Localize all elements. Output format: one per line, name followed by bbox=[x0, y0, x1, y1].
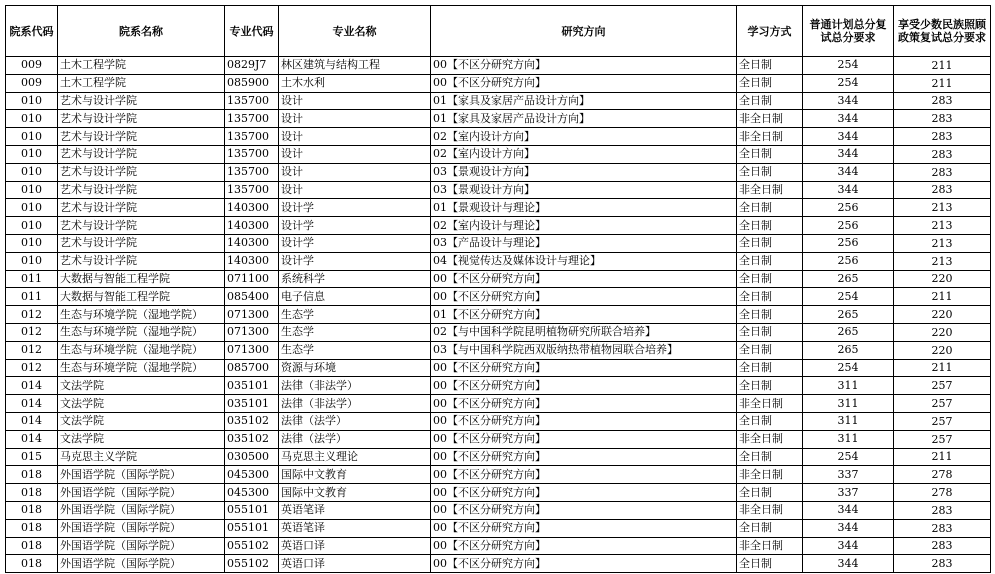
cell-research-direction: 00【不区分研究方向】 bbox=[431, 466, 737, 484]
cell-dept-name: 艺术与设计学院 bbox=[58, 145, 225, 163]
cell-major-name: 英语笔译 bbox=[279, 519, 431, 537]
cell-regular-score: 311 bbox=[803, 395, 894, 413]
col-header-dept-code: 院系代码 bbox=[6, 6, 58, 57]
cell-dept-code: 018 bbox=[6, 519, 58, 537]
cell-dept-name: 外国语学院（国际学院） bbox=[58, 484, 225, 502]
cell-dept-code: 010 bbox=[6, 217, 58, 235]
table-row bbox=[6, 466, 991, 484]
cell-research-direction: 02【室内设计方向】 bbox=[431, 128, 737, 146]
cell-dept-code: 010 bbox=[6, 92, 58, 110]
cell-study-mode: 全日制 bbox=[737, 92, 803, 110]
cell-dept-code: 014 bbox=[6, 412, 58, 430]
cell-study-mode: 非全日制 bbox=[737, 395, 803, 413]
cell-major-name: 设计 bbox=[279, 128, 431, 146]
cell-minority-score: 283 bbox=[894, 501, 991, 519]
table-row bbox=[6, 341, 991, 359]
cell-dept-name: 艺术与设计学院 bbox=[58, 92, 225, 110]
cell-major-code: 045300 bbox=[225, 484, 279, 502]
col-header-study-mode: 学习方式 bbox=[737, 6, 803, 57]
cell-major-code: 085900 bbox=[225, 74, 279, 92]
table-row bbox=[6, 555, 991, 573]
cell-minority-score: 257 bbox=[894, 377, 991, 395]
cell-minority-score: 283 bbox=[894, 92, 991, 110]
cell-research-direction: 00【不区分研究方向】 bbox=[431, 377, 737, 395]
table-row bbox=[6, 430, 991, 448]
cell-research-direction: 01【家具及家居产品设计方向】 bbox=[431, 92, 737, 110]
cell-major-code: 135700 bbox=[225, 110, 279, 128]
cell-major-name: 设计 bbox=[279, 110, 431, 128]
cell-minority-score: 211 bbox=[894, 448, 991, 466]
cell-study-mode: 非全日制 bbox=[737, 430, 803, 448]
cell-major-code: 035102 bbox=[225, 430, 279, 448]
cell-dept-name: 外国语学院（国际学院） bbox=[58, 555, 225, 573]
cell-regular-score: 344 bbox=[803, 145, 894, 163]
cell-minority-score: 283 bbox=[894, 181, 991, 199]
cell-regular-score: 265 bbox=[803, 270, 894, 288]
cell-regular-score: 254 bbox=[803, 448, 894, 466]
cell-research-direction: 00【不区分研究方向】 bbox=[431, 270, 737, 288]
cell-minority-score: 257 bbox=[894, 395, 991, 413]
cell-minority-score: 283 bbox=[894, 110, 991, 128]
cell-dept-code: 009 bbox=[6, 74, 58, 92]
cell-regular-score: 344 bbox=[803, 163, 894, 181]
cell-dept-name: 文法学院 bbox=[58, 430, 225, 448]
cell-regular-score: 344 bbox=[803, 501, 894, 519]
table-row bbox=[6, 288, 991, 306]
cell-regular-score: 344 bbox=[803, 110, 894, 128]
cell-dept-code: 010 bbox=[6, 163, 58, 181]
cell-major-name: 林区建筑与结构工程 bbox=[279, 57, 431, 75]
cell-study-mode: 全日制 bbox=[737, 484, 803, 502]
cell-minority-score: 213 bbox=[894, 234, 991, 252]
header-row bbox=[6, 6, 991, 57]
cell-dept-name: 外国语学院（国际学院） bbox=[58, 466, 225, 484]
table-row bbox=[6, 199, 991, 217]
cell-regular-score: 311 bbox=[803, 412, 894, 430]
admission-score-table bbox=[5, 5, 991, 573]
cell-dept-code: 009 bbox=[6, 57, 58, 75]
cell-study-mode: 全日制 bbox=[737, 341, 803, 359]
col-header-minority-score: 享受少数民族照顾政策复试总分要求 bbox=[894, 6, 991, 57]
cell-major-name: 设计 bbox=[279, 92, 431, 110]
cell-major-code: 085400 bbox=[225, 288, 279, 306]
cell-regular-score: 311 bbox=[803, 430, 894, 448]
cell-major-name: 生态学 bbox=[279, 323, 431, 341]
cell-research-direction: 04【视觉传达及媒体设计与理论】 bbox=[431, 252, 737, 270]
cell-minority-score: 257 bbox=[894, 430, 991, 448]
cell-major-name: 生态学 bbox=[279, 306, 431, 324]
cell-dept-code: 010 bbox=[6, 110, 58, 128]
cell-research-direction: 01【景观设计与理论】 bbox=[431, 199, 737, 217]
cell-major-code: 071300 bbox=[225, 341, 279, 359]
cell-dept-code: 010 bbox=[6, 199, 58, 217]
cell-major-name: 法律（非法学） bbox=[279, 395, 431, 413]
cell-dept-code: 018 bbox=[6, 501, 58, 519]
cell-major-name: 设计 bbox=[279, 163, 431, 181]
cell-study-mode: 全日制 bbox=[737, 270, 803, 288]
cell-major-name: 国际中文教育 bbox=[279, 484, 431, 502]
cell-dept-code: 011 bbox=[6, 288, 58, 306]
cell-major-code: 0829J7 bbox=[225, 57, 279, 75]
cell-study-mode: 全日制 bbox=[737, 74, 803, 92]
cell-major-name: 系统科学 bbox=[279, 270, 431, 288]
cell-major-name: 设计学 bbox=[279, 234, 431, 252]
cell-research-direction: 02【室内设计与理论】 bbox=[431, 217, 737, 235]
cell-major-code: 071300 bbox=[225, 323, 279, 341]
cell-dept-name: 马克思主义学院 bbox=[58, 448, 225, 466]
cell-study-mode: 全日制 bbox=[737, 217, 803, 235]
cell-major-code: 135700 bbox=[225, 92, 279, 110]
cell-dept-name: 艺术与设计学院 bbox=[58, 163, 225, 181]
cell-major-name: 设计 bbox=[279, 145, 431, 163]
cell-study-mode: 全日制 bbox=[737, 288, 803, 306]
cell-major-code: 035102 bbox=[225, 412, 279, 430]
cell-regular-score: 265 bbox=[803, 341, 894, 359]
cell-dept-name: 生态与环境学院（湿地学院） bbox=[58, 306, 225, 324]
cell-major-name: 马克思主义理论 bbox=[279, 448, 431, 466]
cell-major-name: 法律（法学） bbox=[279, 412, 431, 430]
cell-research-direction: 00【不区分研究方向】 bbox=[431, 519, 737, 537]
cell-dept-name: 艺术与设计学院 bbox=[58, 252, 225, 270]
cell-dept-code: 018 bbox=[6, 537, 58, 555]
table-row bbox=[6, 359, 991, 377]
cell-major-name: 法律（法学） bbox=[279, 430, 431, 448]
cell-major-name: 法律（非法学） bbox=[279, 377, 431, 395]
cell-dept-name: 生态与环境学院（湿地学院） bbox=[58, 359, 225, 377]
cell-dept-code: 010 bbox=[6, 145, 58, 163]
table-row bbox=[6, 323, 991, 341]
cell-major-code: 035101 bbox=[225, 395, 279, 413]
cell-regular-score: 254 bbox=[803, 74, 894, 92]
cell-major-code: 055101 bbox=[225, 501, 279, 519]
cell-research-direction: 00【不区分研究方向】 bbox=[431, 288, 737, 306]
cell-major-code: 140300 bbox=[225, 252, 279, 270]
cell-research-direction: 01【不区分研究方向】 bbox=[431, 306, 737, 324]
cell-dept-code: 014 bbox=[6, 395, 58, 413]
cell-major-name: 土木水利 bbox=[279, 74, 431, 92]
cell-major-code: 135700 bbox=[225, 145, 279, 163]
cell-dept-name: 艺术与设计学院 bbox=[58, 217, 225, 235]
cell-regular-score: 256 bbox=[803, 252, 894, 270]
cell-dept-name: 艺术与设计学院 bbox=[58, 181, 225, 199]
cell-dept-code: 018 bbox=[6, 555, 58, 573]
cell-minority-score: 283 bbox=[894, 555, 991, 573]
cell-minority-score: 283 bbox=[894, 519, 991, 537]
cell-minority-score: 220 bbox=[894, 306, 991, 324]
table-row bbox=[6, 110, 991, 128]
cell-dept-name: 外国语学院（国际学院） bbox=[58, 501, 225, 519]
col-header-regular-score: 普通计划总分复试总分要求 bbox=[803, 6, 894, 57]
cell-major-code: 135700 bbox=[225, 181, 279, 199]
cell-major-name: 资源与环境 bbox=[279, 359, 431, 377]
table-row bbox=[6, 484, 991, 502]
cell-research-direction: 00【不区分研究方向】 bbox=[431, 501, 737, 519]
cell-dept-code: 018 bbox=[6, 466, 58, 484]
cell-major-code: 085700 bbox=[225, 359, 279, 377]
cell-major-code: 071300 bbox=[225, 306, 279, 324]
cell-research-direction: 00【不区分研究方向】 bbox=[431, 412, 737, 430]
cell-major-code: 135700 bbox=[225, 163, 279, 181]
cell-minority-score: 220 bbox=[894, 323, 991, 341]
cell-regular-score: 344 bbox=[803, 128, 894, 146]
cell-minority-score: 257 bbox=[894, 412, 991, 430]
cell-study-mode: 全日制 bbox=[737, 199, 803, 217]
table-body bbox=[6, 57, 991, 573]
table-row bbox=[6, 128, 991, 146]
table-row bbox=[6, 234, 991, 252]
cell-major-code: 140300 bbox=[225, 199, 279, 217]
cell-minority-score: 278 bbox=[894, 466, 991, 484]
cell-study-mode: 全日制 bbox=[737, 323, 803, 341]
table-row bbox=[6, 501, 991, 519]
cell-dept-name: 大数据与智能工程学院 bbox=[58, 270, 225, 288]
cell-dept-name: 生态与环境学院（湿地学院） bbox=[58, 323, 225, 341]
cell-regular-score: 256 bbox=[803, 234, 894, 252]
cell-dept-name: 艺术与设计学院 bbox=[58, 199, 225, 217]
cell-major-code: 055102 bbox=[225, 555, 279, 573]
table-row bbox=[6, 163, 991, 181]
cell-regular-score: 256 bbox=[803, 199, 894, 217]
cell-regular-score: 265 bbox=[803, 306, 894, 324]
cell-study-mode: 全日制 bbox=[737, 57, 803, 75]
table-row bbox=[6, 92, 991, 110]
cell-major-name: 英语口译 bbox=[279, 555, 431, 573]
cell-research-direction: 00【不区分研究方向】 bbox=[431, 537, 737, 555]
col-header-dept-name: 院系名称 bbox=[58, 6, 225, 57]
cell-study-mode: 非全日制 bbox=[737, 501, 803, 519]
cell-dept-code: 012 bbox=[6, 323, 58, 341]
cell-study-mode: 全日制 bbox=[737, 412, 803, 430]
cell-dept-code: 012 bbox=[6, 359, 58, 377]
table-row bbox=[6, 395, 991, 413]
cell-major-code: 140300 bbox=[225, 217, 279, 235]
cell-minority-score: 213 bbox=[894, 252, 991, 270]
table-row bbox=[6, 57, 991, 75]
table-row bbox=[6, 412, 991, 430]
cell-dept-name: 土木工程学院 bbox=[58, 57, 225, 75]
cell-major-name: 设计学 bbox=[279, 199, 431, 217]
cell-study-mode: 全日制 bbox=[737, 163, 803, 181]
cell-research-direction: 03【景观设计方向】 bbox=[431, 163, 737, 181]
cell-dept-code: 012 bbox=[6, 306, 58, 324]
cell-major-code: 135700 bbox=[225, 128, 279, 146]
cell-regular-score: 254 bbox=[803, 57, 894, 75]
col-header-major-name: 专业名称 bbox=[279, 6, 431, 57]
cell-dept-code: 011 bbox=[6, 270, 58, 288]
cell-minority-score: 211 bbox=[894, 74, 991, 92]
cell-major-code: 055102 bbox=[225, 537, 279, 555]
cell-major-name: 英语口译 bbox=[279, 537, 431, 555]
cell-study-mode: 非全日制 bbox=[737, 466, 803, 484]
table-row bbox=[6, 519, 991, 537]
cell-dept-name: 文法学院 bbox=[58, 412, 225, 430]
cell-minority-score: 283 bbox=[894, 128, 991, 146]
cell-dept-code: 010 bbox=[6, 252, 58, 270]
cell-major-code: 045300 bbox=[225, 466, 279, 484]
cell-study-mode: 全日制 bbox=[737, 306, 803, 324]
table-row bbox=[6, 306, 991, 324]
cell-regular-score: 254 bbox=[803, 288, 894, 306]
cell-research-direction: 00【不区分研究方向】 bbox=[431, 395, 737, 413]
cell-major-name: 生态学 bbox=[279, 341, 431, 359]
cell-dept-code: 018 bbox=[6, 484, 58, 502]
cell-regular-score: 337 bbox=[803, 466, 894, 484]
cell-study-mode: 全日制 bbox=[737, 377, 803, 395]
cell-major-name: 设计学 bbox=[279, 217, 431, 235]
table-row bbox=[6, 74, 991, 92]
cell-minority-score: 283 bbox=[894, 163, 991, 181]
table-row bbox=[6, 448, 991, 466]
cell-study-mode: 全日制 bbox=[737, 519, 803, 537]
cell-minority-score: 220 bbox=[894, 270, 991, 288]
table-row bbox=[6, 252, 991, 270]
cell-research-direction: 00【不区分研究方向】 bbox=[431, 359, 737, 377]
cell-dept-name: 土木工程学院 bbox=[58, 74, 225, 92]
cell-major-code: 035101 bbox=[225, 377, 279, 395]
cell-study-mode: 非全日制 bbox=[737, 128, 803, 146]
cell-dept-name: 外国语学院（国际学院） bbox=[58, 537, 225, 555]
cell-dept-code: 010 bbox=[6, 181, 58, 199]
cell-dept-name: 生态与环境学院（湿地学院） bbox=[58, 341, 225, 359]
cell-research-direction: 01【家具及家居产品设计方向】 bbox=[431, 110, 737, 128]
cell-minority-score: 213 bbox=[894, 217, 991, 235]
cell-major-code: 030500 bbox=[225, 448, 279, 466]
col-header-research-direction: 研究方向 bbox=[431, 6, 737, 57]
cell-minority-score: 213 bbox=[894, 199, 991, 217]
table-row bbox=[6, 181, 991, 199]
cell-research-direction: 02【与中国科学院昆明植物研究所联合培养】 bbox=[431, 323, 737, 341]
cell-major-name: 英语笔译 bbox=[279, 501, 431, 519]
cell-regular-score: 344 bbox=[803, 519, 894, 537]
cell-minority-score: 211 bbox=[894, 288, 991, 306]
cell-major-name: 国际中文教育 bbox=[279, 466, 431, 484]
table-row bbox=[6, 377, 991, 395]
col-header-major-code: 专业代码 bbox=[225, 6, 279, 57]
cell-dept-name: 文法学院 bbox=[58, 395, 225, 413]
cell-minority-score: 283 bbox=[894, 537, 991, 555]
table-row bbox=[6, 145, 991, 163]
cell-minority-score: 220 bbox=[894, 341, 991, 359]
cell-minority-score: 278 bbox=[894, 484, 991, 502]
cell-major-name: 设计 bbox=[279, 181, 431, 199]
cell-research-direction: 00【不区分研究方向】 bbox=[431, 57, 737, 75]
cell-dept-code: 012 bbox=[6, 341, 58, 359]
cell-dept-name: 文法学院 bbox=[58, 377, 225, 395]
cell-study-mode: 全日制 bbox=[737, 145, 803, 163]
cell-research-direction: 00【不区分研究方向】 bbox=[431, 555, 737, 573]
cell-regular-score: 344 bbox=[803, 555, 894, 573]
cell-regular-score: 344 bbox=[803, 181, 894, 199]
cell-research-direction: 03【产品设计与理论】 bbox=[431, 234, 737, 252]
table-row bbox=[6, 217, 991, 235]
cell-minority-score: 211 bbox=[894, 57, 991, 75]
cell-regular-score: 254 bbox=[803, 359, 894, 377]
cell-minority-score: 211 bbox=[894, 359, 991, 377]
cell-major-code: 055101 bbox=[225, 519, 279, 537]
table-row bbox=[6, 537, 991, 555]
cell-regular-score: 256 bbox=[803, 217, 894, 235]
cell-dept-code: 010 bbox=[6, 234, 58, 252]
cell-dept-name: 艺术与设计学院 bbox=[58, 234, 225, 252]
cell-regular-score: 265 bbox=[803, 323, 894, 341]
cell-dept-name: 大数据与智能工程学院 bbox=[58, 288, 225, 306]
cell-dept-name: 艺术与设计学院 bbox=[58, 128, 225, 146]
cell-dept-code: 015 bbox=[6, 448, 58, 466]
cell-study-mode: 非全日制 bbox=[737, 537, 803, 555]
cell-dept-code: 014 bbox=[6, 377, 58, 395]
cell-regular-score: 337 bbox=[803, 484, 894, 502]
cell-dept-code: 010 bbox=[6, 128, 58, 146]
cell-dept-name: 艺术与设计学院 bbox=[58, 110, 225, 128]
cell-major-code: 140300 bbox=[225, 234, 279, 252]
cell-major-name: 设计学 bbox=[279, 252, 431, 270]
cell-research-direction: 00【不区分研究方向】 bbox=[431, 74, 737, 92]
cell-regular-score: 344 bbox=[803, 537, 894, 555]
cell-study-mode: 全日制 bbox=[737, 252, 803, 270]
cell-dept-name: 外国语学院（国际学院） bbox=[58, 519, 225, 537]
cell-study-mode: 非全日制 bbox=[737, 110, 803, 128]
cell-major-name: 电子信息 bbox=[279, 288, 431, 306]
cell-study-mode: 全日制 bbox=[737, 234, 803, 252]
cell-dept-code: 014 bbox=[6, 430, 58, 448]
cell-regular-score: 311 bbox=[803, 377, 894, 395]
cell-major-code: 071100 bbox=[225, 270, 279, 288]
cell-research-direction: 02【室内设计方向】 bbox=[431, 145, 737, 163]
cell-study-mode: 全日制 bbox=[737, 555, 803, 573]
cell-study-mode: 全日制 bbox=[737, 359, 803, 377]
cell-research-direction: 03【景观设计方向】 bbox=[431, 181, 737, 199]
cell-research-direction: 03【与中国科学院西双版纳热带植物园联合培养】 bbox=[431, 341, 737, 359]
cell-minority-score: 283 bbox=[894, 145, 991, 163]
cell-research-direction: 00【不区分研究方向】 bbox=[431, 430, 737, 448]
cell-research-direction: 00【不区分研究方向】 bbox=[431, 484, 737, 502]
cell-study-mode: 非全日制 bbox=[737, 181, 803, 199]
cell-study-mode: 全日制 bbox=[737, 448, 803, 466]
cell-research-direction: 00【不区分研究方向】 bbox=[431, 448, 737, 466]
cell-regular-score: 344 bbox=[803, 92, 894, 110]
table-row bbox=[6, 270, 991, 288]
